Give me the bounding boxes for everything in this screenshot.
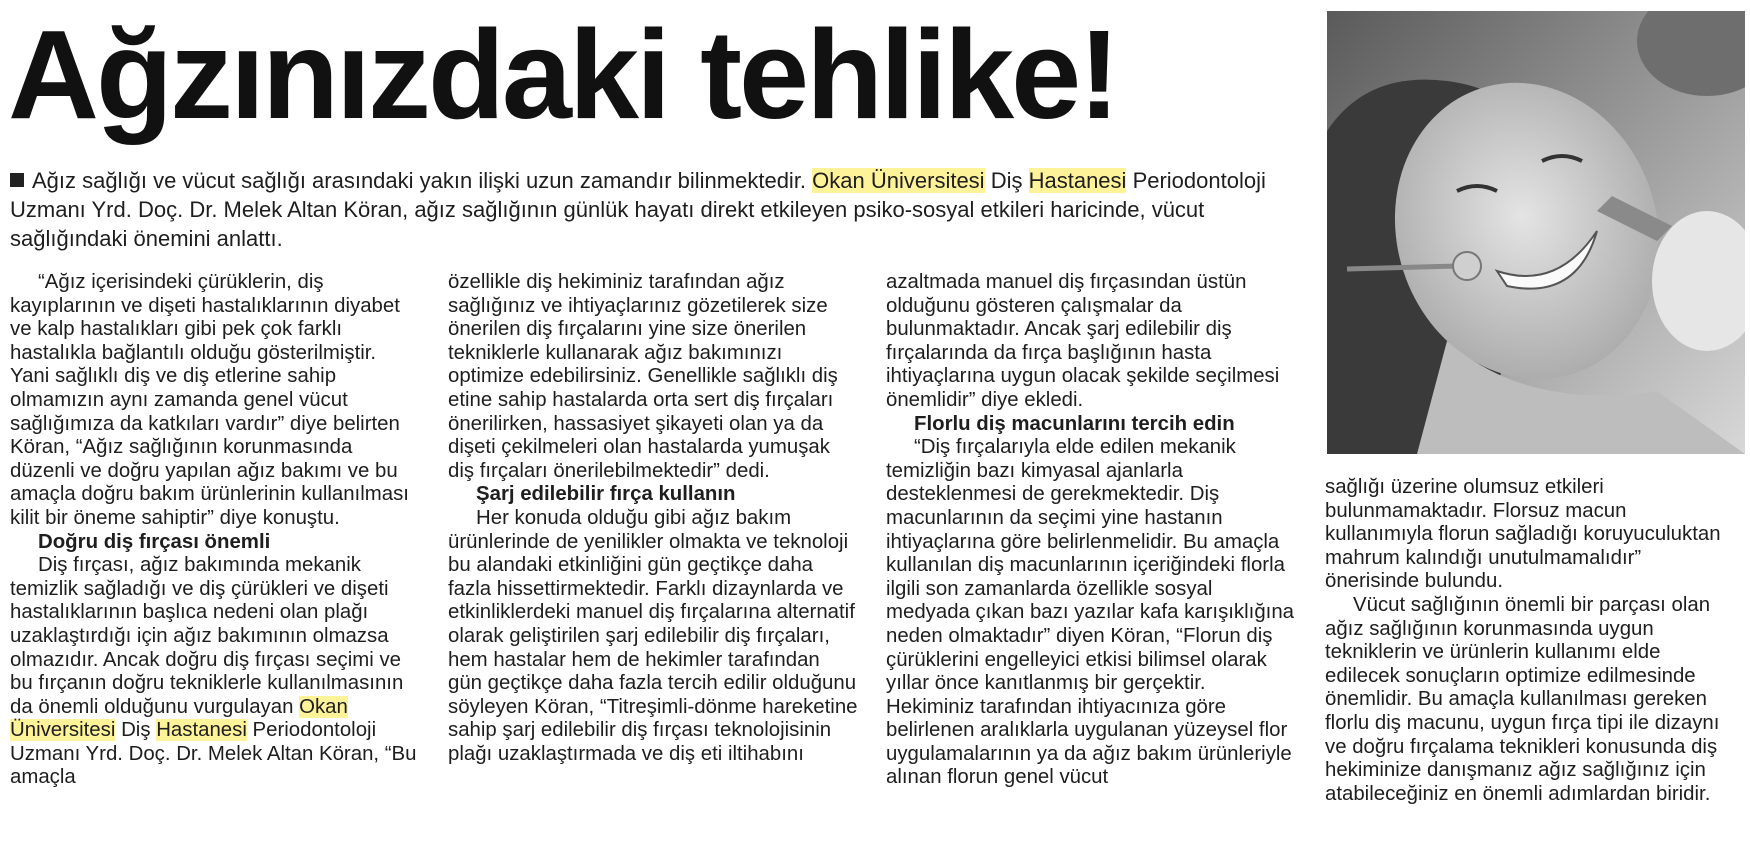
article-column-2 — [448, 271, 858, 766]
lead-text-3: Periodontoloji Uzmanı Yrd. Doç. Dr. Melek Altan Köran, ağız sağlığının günlük hayatı direkt etkileyen psiko-sosyal etkileri haricinde, vücut sağlığındaki önemini anlattı. — [10, 168, 1266, 251]
col1-text-b: Diş — [121, 719, 151, 742]
highlight-okan-universitesi-2: Okan Üniversitesi — [10, 695, 348, 742]
col4-paragraph-1: sağlığı üzerine olumsuz etkileri bulunmamaktadır. Florsuz macun kullanımıyla florun sağladığı koruyuculuktan mahrum kalındığı unutulmamalıdır” önerisinde bulundu. — [1325, 476, 1721, 593]
col4-paragraph-2: Vücut sağlığının önemli bir parçası olan ağız sağlığının korunmasında uygun tekniklerin ve ürünlerin kullanımı elde edilecek sonuçların optimize edilmesinde önemlidir. Bu amaçla kullanılması gereken florlu diş macunu, uygun fırça tipi ile dizaynı ve doğru fırçalama teknikleri konusunda diş hekiminize danışmanız ağız sağlığınız için atabileceğiniz en önemli adımlardan biridir. — [1325, 593, 1720, 805]
highlight-hastanesi: Hastanesi — [1028, 168, 1127, 193]
headline: Ağzınızdaki tehlike! — [8, 4, 1118, 145]
col1-text-c: Periodontoloji Uzmanı Yrd. Doç. Dr. Melek Altan Köran, “Bu amaçla — [10, 719, 417, 789]
col3-paragraph-2: “Diş fırçalarıyla elde edilen mekanik temizliğin bazı kimyasal ajanlarla desteklenmesi de gerekmektedir. Diş macunlarının da seçimi yine hastanın ihtiyaçlarına göre belirlenmelidir. Bu amaçla kullanılan diş macunlarının içeriğindeki florla ilgili son zamanlarda özellikle sosyal medyada çıkan bazı yazılar kafa karışıklığına neden olmaktadır” diyen Köran, “Florun diş çürüklerini engelleyici etkisi bilimsel olarak yıllar önce kanıtlanmış bir gerçektir. Hekiminiz tarafından ihtiyacınıza göre belirlenen aralıklarla uygulanan yüzeysel flor uygulamalarının ya da ağız bakım ürünleriyle alınan florun genel vücut — [886, 436, 1295, 789]
highlight-hastanesi-2: Hastanesi — [156, 719, 247, 742]
col3-paragraph-1: azaltmada manuel diş fırçasından üstün olduğunu gösteren çalışmalar da bulunmaktadır. Ancak şarj edilebilir diş fırçalarında da fırça başlığının hasta ihtiyaçlarına uygun olacak şekilde seçilmesi önemlidir” diye ekledi. — [886, 271, 1280, 411]
lead-text-2: Diş — [990, 168, 1023, 193]
col1-text-a: Diş fırçası, ağız bakımında mekanik temizlik sağladığı ve diş çürükleri ve dişeti hastalıklarının başlıca nedeni olan plağı uzaklaştırdığı için ağız bakımının olmazsa olmazıdır. Ancak doğru diş fırçası seçimi ve bu fırçanın doğru tekniklerle kullanılmasının da önemli olduğunu vurgulayan — [10, 554, 404, 718]
subheading-sarj-edilebilir-firca: Şarj edilebilir fırça kullanın — [476, 483, 736, 506]
lead-text-1: Ağız sağlığı ve vücut sağlığı arasındaki yakın ilişki uzun zamandır bilinmektedir. — [32, 168, 807, 193]
col1-paragraph-2 — [10, 554, 420, 790]
col2-paragraph-1: özellikle diş hekiminiz tarafından ağız sağlığınız ve ihtiyaçlarınız gözetilerek size önerilen diş fırçalarını yine size önerilen tekniklerle kullanarak ağız bakımınızı optimize edebilirsiniz. Genellikle sağlıklı diş etine sahip hastalarda orta sert diş fırçaları önerilirken, hassasiyet şikayeti olan ya da dişeti çekilmeleri olan hastalarda yumuşak diş fırçaları önerilebilmektedir” dedi. — [448, 271, 838, 482]
subheading-florlu-dis-macunlari: Florlu diş macunlarını tercih edin — [914, 412, 1235, 435]
highlight-okan-universitesi: Okan Üniversitesi — [812, 168, 985, 193]
col1-paragraph-1: “Ağız içerisindeki çürüklerin, diş kayıplarının ve dişeti hastalıklarının diyabet ve kalp hastalıkları gibi pek çok farklı hastalıkla bağlantılı olduğu gösterilmiştir. Yani sağlıklı diş ve diş etlerine sahip olmamızın aynı zamanda genel vücut sağlığımıza da katkıları vardır” diye belirten Köran, “Ağız sağlığının korunmasında düzenli ve doğru yapılan ağız bakımı ve bu amaçla doğru bakım ürünlerinin kullanılması kilit bir öneme sahiptir” diye konuştu. — [10, 271, 409, 529]
col2-paragraph-2: Her konuda olduğu gibi ağız bakım ürünlerinde de yenilikler olmakta ve teknoloji bu alandaki etkinliğini gün geçtikçe daha fazla hissettirmektedir. Farklı dizaynlarda ve etkinliklerdeki manuel diş fırçalarına alternatif olarak geliştirilen şarj edilebilir diş fırçaları, hem hastalar hem de hekimler tarafından gün geçtikçe daha fazla tercih edilir olduğunu söyleyen Köran, “Titreşimli-dönme hareketine sahip şarj edilebilir diş fırçası teknolojisinin plağı uzaklaştırmada ve diş eti iltihabını — [448, 506, 858, 765]
article-column-3 — [886, 271, 1296, 790]
subheading-dogru-dis-fircasi: Doğru diş fırçası önemli — [38, 530, 271, 553]
smiling-patient-illustration — [1327, 11, 1745, 454]
dental-patient-photo — [1327, 11, 1745, 454]
square-bullet-icon — [10, 173, 24, 187]
lead-paragraph — [10, 166, 1305, 253]
article-column-4 — [1325, 476, 1735, 806]
article-column-1 — [10, 271, 420, 790]
